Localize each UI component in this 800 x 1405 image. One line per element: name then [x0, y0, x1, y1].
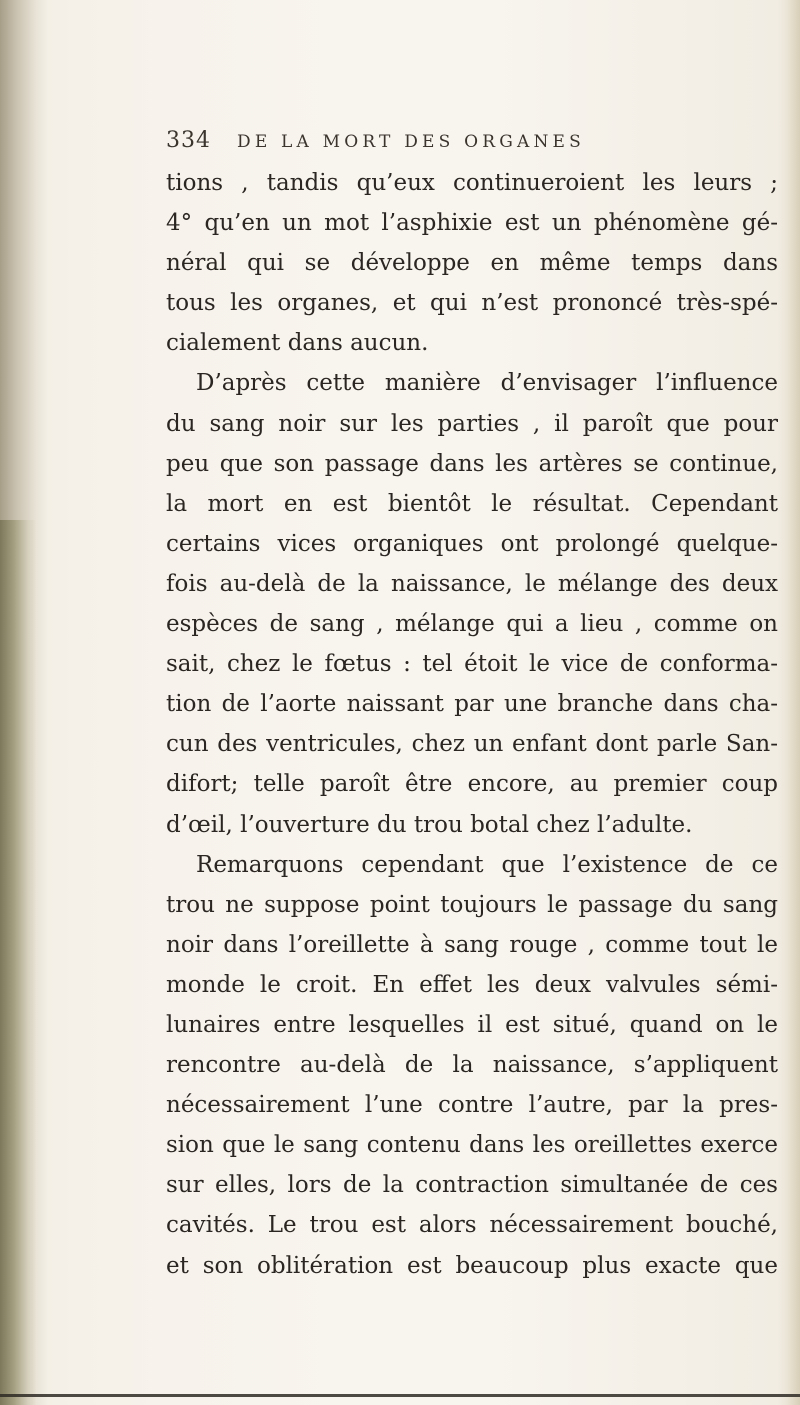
paragraph-start-line: D’après cette manière d’envisager l’influence [196, 370, 778, 397]
text-line: trou ne suppose point toujours le passage du sang [166, 891, 778, 918]
running-title: DE LA MORT DES ORGANES [237, 132, 586, 152]
text-line: certains vices organiques ont prolongé quelque- [166, 530, 778, 557]
text-line: tions , tandis qu’eux continueroient les leurs ; [166, 170, 778, 196]
paragraph-start-line: Remarquons cependant que l’existence de ce [196, 851, 778, 878]
text-line: sur elles, lors de la contraction simultanée de ces [166, 1172, 778, 1199]
text-line: tion de l’aorte naissant par une branche dans cha- [166, 691, 778, 718]
text-line: monde le croit. En effet les deux valvules sémi- [166, 971, 778, 998]
text-line: la mort en est bientôt le résultat. Cependant [166, 490, 778, 517]
text-line: noir dans l’oreillette à sang rouge , comme tout le [166, 931, 778, 958]
text-line: cun des ventricules, chez un enfant dont parle San- [166, 731, 778, 758]
bottom-divider [0, 1394, 800, 1397]
page-edge-stain [0, 520, 36, 1405]
text-line: lunaires entre lesquelles il est situé, quand on le [166, 1011, 778, 1038]
page-number: 334 [166, 128, 211, 153]
text-line: cavités. Le trou est alors nécessairement bouché, [166, 1212, 778, 1239]
text-line: 4° qu’en un mot l’asphixie est un phénomène gé- [166, 210, 778, 237]
text-line: espèces de sang , mélange qui a lieu , comme on [166, 611, 778, 638]
text-line: nécessairement l’une contre l’autre, par la pres- [166, 1092, 778, 1119]
page-header [166, 128, 766, 158]
body-text [166, 163, 778, 1286]
text-line: néral qui se développe en même temps dans [166, 250, 778, 277]
text-line: rencontre au-delà de la naissance, s’appliquent [166, 1052, 778, 1079]
text-line: du sang noir sur les parties , il paroît que pour [166, 410, 778, 437]
page-right-edge [778, 0, 800, 1405]
text-line: cialement dans aucun. [166, 330, 429, 357]
text-line: et son oblitération est beaucoup plus exacte que [166, 1252, 778, 1279]
text-line: difort; telle paroît être encore, au premier coup [166, 771, 778, 798]
text-line: peu que son passage dans les artères se continue, [166, 450, 778, 477]
text-line: tous les organes, et qui n’est prononcé très-spé- [166, 290, 778, 317]
text-line: sion que le sang contenu dans les oreillettes exerce [166, 1132, 778, 1159]
text-line: sait, chez le fœtus : tel étoit le vice de conforma- [166, 651, 778, 678]
text-line: fois au-delà de la naissance, le mélange des deux [166, 570, 778, 597]
text-line: d’œil, l’ouverture du trou botal chez l’adulte. [166, 811, 693, 838]
